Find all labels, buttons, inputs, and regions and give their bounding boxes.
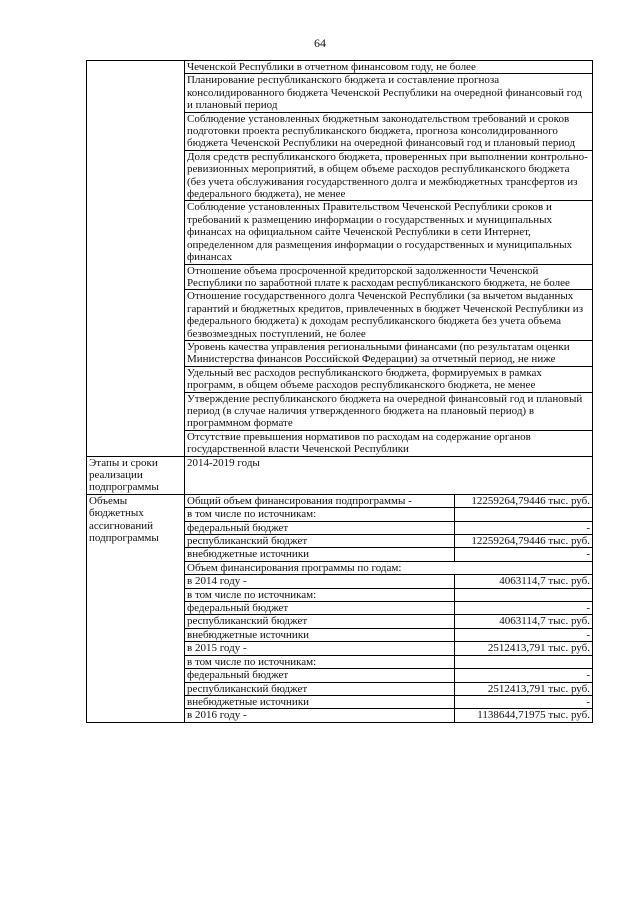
indicator-text: Соблюдение установленных бюджетным законодательством требований и сроков подготовки проекта республиканского бюджета, прогноза консолидированного бюджета Чеченской Республики на очередной финансовый год и плановый период [185, 112, 593, 150]
funding-text: республиканский бюджет [185, 535, 455, 548]
page-number: 64 [314, 36, 326, 50]
indicator-text: Доля средств республиканского бюджета, проверенных при выполнении контрольно-ревизионных мероприятий, в общем объеме расходов республиканского бюджета (без учета обслуживания государственного долга и межбюджетных трансфертов из федерального бюджета), не менее [185, 150, 593, 201]
funding-amount: - [455, 521, 593, 534]
indicator-text: Уровень качества управления региональными финансами (по результатам оценки Министерства финансов Российской Федерации) за отчетный период, не ниже [185, 340, 593, 366]
indicator-text: Планирование республиканского бюджета и составление прогноза консолидированного бюджета Чеченской Республики на очередной финансовый год и плановый период [185, 74, 593, 112]
funding-text: федеральный бюджет [185, 669, 455, 682]
funding-text: республиканский бюджет [185, 682, 455, 695]
funding-text: в том числе по источникам: [185, 588, 455, 601]
funding-amount: - [455, 548, 593, 561]
funding-amount [455, 655, 593, 668]
funding-amount: - [455, 602, 593, 615]
funding-amount: - [455, 669, 593, 682]
funding-amount [455, 508, 593, 521]
indicator-row [87, 61, 593, 74]
funding-text: в том числе по источникам: [185, 655, 455, 668]
indicator-text: Отношение объема просроченной кредиторской задолженности Чеченской Республики по заработной плате к расходам республиканского бюджета, не более [185, 264, 593, 290]
funding-text: федеральный бюджет [185, 521, 455, 534]
indicator-text: Соблюдение установленных Правительством Чеченской Республики сроков и требований к размещению информации о государственных и муниципальных финансах на официальном сайте Чеченской Республики в сети Интернет, определенном для размещения информации о государственных и муниципальных финансах [185, 201, 593, 264]
funding-amount: - [455, 628, 593, 641]
funding-text: внебюджетные источники [185, 628, 455, 641]
stages-value: 2014-2019 годы [185, 456, 593, 494]
passport-table [86, 60, 593, 723]
funding-amount: - [455, 695, 593, 708]
funding-amount: 12259264,79446 тыс. руб. [455, 494, 593, 507]
indicators-label-cell [87, 61, 185, 457]
indicator-text: Утверждение республиканского бюджета на очередной финансовый год и плановый период (в случае наличия утвержденного бюджета на плановый период) в программном формате [185, 392, 593, 430]
funding-text: в 2015 году - [185, 642, 455, 655]
indicator-text: Удельный вес расходов республиканского бюджета, формируемых в рамках программ, в общем объеме расходов республиканского бюджета, не менее [185, 366, 593, 392]
funding-row [87, 494, 593, 507]
indicator-text: Чеченской Республики в отчетном финансовом году, не более [185, 61, 593, 74]
funding-text: в том числе по источникам: [185, 508, 455, 521]
passport-table-body [87, 61, 593, 723]
funding-text: внебюджетные источники [185, 695, 455, 708]
funding-text: федеральный бюджет [185, 602, 455, 615]
funding-label: Объемы бюджетных ассигнований подпрограммы [87, 494, 185, 722]
funding-text: в 2014 году - [185, 575, 455, 588]
funding-amount: 12259264,79446 тыс. руб. [455, 535, 593, 548]
funding-amount: 4063114,7 тыс. руб. [455, 575, 593, 588]
stages-label: Этапы и сроки реализации подпрограммы [87, 456, 185, 494]
funding-text: внебюджетные источники [185, 548, 455, 561]
funding-text: Объем финансирования программы по годам: [185, 561, 593, 574]
funding-amount: 1138644,71975 тыс. руб. [455, 709, 593, 722]
funding-amount: 2512413,791 тыс. руб. [455, 682, 593, 695]
funding-amount: 4063114,7 тыс. руб. [455, 615, 593, 628]
funding-amount: 2512413,791 тыс. руб. [455, 642, 593, 655]
funding-amount [455, 588, 593, 601]
funding-text: республиканский бюджет [185, 615, 455, 628]
indicator-text: Отношение государственного долга Чеченской Республики (за вычетом выданных гарантий и бюджетных кредитов, привлеченных в бюджет Чеченской Республики из федерального бюджета) к доходам республиканского бюджета без учета объема безвозмездных поступлений, не более [185, 290, 593, 341]
funding-text: Общий объем финансирования подпрограммы - [185, 494, 455, 507]
stages-row [87, 456, 593, 494]
indicator-text: Отсутствие превышения нормативов по расходам на содержание органов государственной власти Чеченской Республики [185, 430, 593, 456]
funding-text: в 2016 году - [185, 709, 455, 722]
